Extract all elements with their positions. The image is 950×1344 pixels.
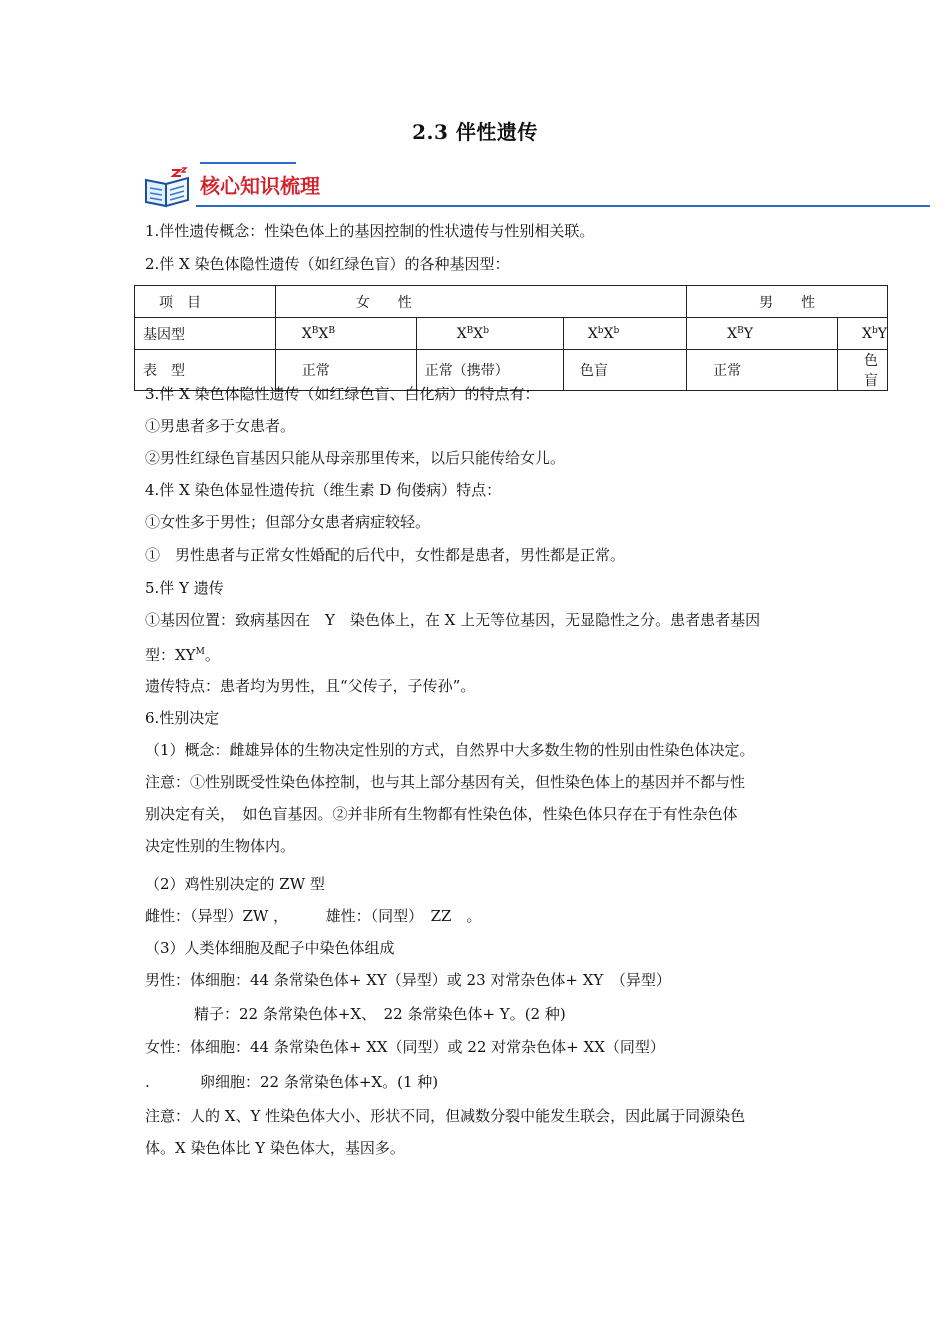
para-7a: 注意：人的 X、Y 性染色体大小、形状不同，但减数分裂中能发生联会，因此属于同源染色 bbox=[145, 1107, 746, 1125]
para-6j: 女性：体细胞：44 条常染色体+ XX（同型）或 22 对常杂色体+ XX（同型） bbox=[145, 1038, 665, 1056]
table-row-genotype bbox=[135, 318, 888, 350]
table-header-row bbox=[135, 286, 888, 318]
para-6i: 精子：22 条常染色体+X、 22 条常染色体+ Y。(2 种) bbox=[194, 1005, 566, 1023]
phenotype-label: 表 型 bbox=[135, 350, 276, 391]
para-3a: ①男患者多于女患者。 bbox=[145, 417, 296, 435]
para-6k: 卵细胞：22 条常染色体+X。(1 种) bbox=[200, 1073, 439, 1091]
para-4b: ① 男性患者与正常女性婚配的后代中，女性都是患者，男性都是正常。 bbox=[145, 546, 626, 564]
phenotype-cell: 正常（携带） bbox=[416, 350, 563, 391]
genotype-cell: $X^BX^b$ bbox=[416, 318, 563, 350]
header-male: 男 性 bbox=[687, 286, 888, 318]
section-heading bbox=[140, 158, 930, 210]
phenotype-cell: 色盲 bbox=[563, 350, 686, 391]
genotype-cell: $X^BY$ bbox=[687, 318, 838, 350]
header-item: 项 目 bbox=[135, 286, 276, 318]
section-heading-text: 核心知识梳理 bbox=[200, 174, 320, 198]
genotype-cell: $X^bX^b$ bbox=[563, 318, 686, 350]
para-3: 3.伴 X 染色体隐性遗传（如红绿色盲、白化病）的特点有： bbox=[145, 385, 540, 403]
para-5: 5.伴 Y 遗传 bbox=[145, 579, 224, 597]
para-6h: 男性：体细胞：44 条常染色体+ XY（异型）或 23 对常杂色体+ XY （异型） bbox=[145, 971, 671, 989]
para-6k-dot: . bbox=[145, 1073, 150, 1091]
phenotype-cell: 色盲 bbox=[838, 350, 888, 391]
header-female: 女 性 bbox=[275, 286, 686, 318]
genotype-cell: $X^bY$ bbox=[838, 318, 888, 350]
para-6b: 注意：①性别既受性染色体控制，也与其上部分基因有关，但性染色体上的基因并不都与性 bbox=[145, 773, 746, 791]
phenotype-cell: 正常 bbox=[275, 350, 416, 391]
phenotype-cell: 正常 bbox=[687, 350, 838, 391]
para-6a: （1）概念：雌雄异体的生物决定性别的方式，自然界中大多数生物的性别由性染色体决定。 bbox=[145, 741, 755, 759]
heading-top-rule bbox=[200, 162, 296, 164]
para-3b: ②男性红绿色盲基因只能从母亲那里传来，以后只能传给女儿。 bbox=[145, 449, 566, 467]
para-1: 1.伴性遗传概念：性染色体上的基因控制的性状遗传与性别相关联。 bbox=[145, 222, 595, 240]
genotype-label: 基因型 bbox=[135, 318, 276, 350]
para-2: 2.伴 X 染色体隐性遗传（如红绿色盲）的各种基因型： bbox=[145, 255, 510, 273]
para-4: 4.伴 X 染色体显性遗传抗（维生素 D 佝偻病）特点： bbox=[145, 481, 502, 499]
para-6f: 雌性：（异型）ZW ， 雄性：（同型） ZZ 。 bbox=[145, 907, 482, 925]
para-6: 6.性别决定 bbox=[145, 709, 220, 727]
genotype-cell: $X^BX^B$ bbox=[275, 318, 416, 350]
para-4a: ①女性多于男性；但部分女患者病症较轻。 bbox=[145, 513, 431, 531]
heading-bottom-rule bbox=[196, 205, 930, 207]
para-5b: 型：$XY^M$。 bbox=[145, 646, 220, 664]
page-title: 2.3 伴性遗传 bbox=[412, 120, 538, 144]
para-5a: ①基因位置：致病基因在 Y 染色体上，在 X 上无等位基因，无显隐性之分。患者患者基因 bbox=[145, 611, 761, 629]
genotype-table bbox=[134, 285, 888, 391]
para-6d: 决定性别的生物体内。 bbox=[145, 837, 296, 855]
para-6g: （3）人类体细胞及配子中染色体组成 bbox=[145, 939, 395, 957]
open-book-icon bbox=[142, 166, 194, 210]
para-6c: 别决定有关， 如色盲基因。②并非所有生物都有性染色体，性染色体只存在于有性杂色体 bbox=[145, 805, 738, 823]
para-5c: 遗传特点：患者均为男性，且“父传子，子传孙”。 bbox=[145, 677, 476, 695]
para-6e: （2）鸡性别决定的 ZW 型 bbox=[145, 875, 325, 893]
para-7b: 体。X 染色体比 Y 染色体大，基因多。 bbox=[145, 1139, 405, 1157]
